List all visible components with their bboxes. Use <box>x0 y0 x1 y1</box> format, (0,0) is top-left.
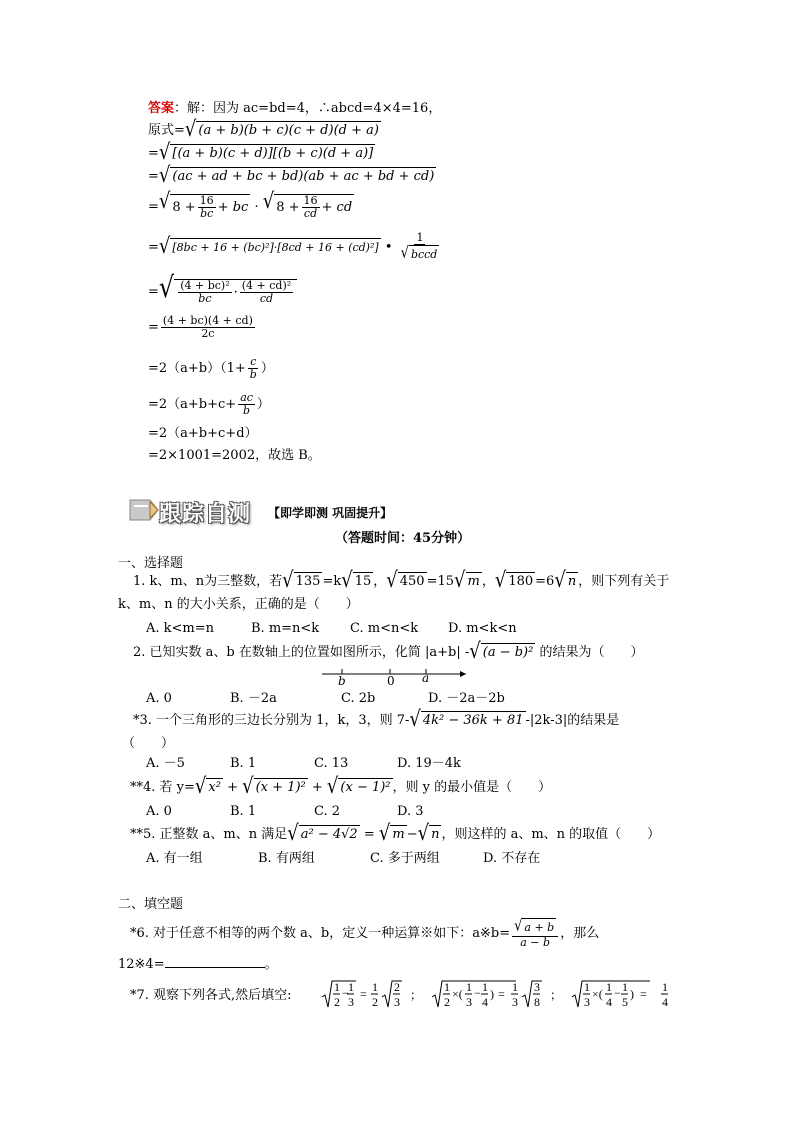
svg-text:×(: ×( <box>592 987 603 1001</box>
q4-option-c: C. 2 <box>314 804 341 819</box>
q1-text: ， <box>373 574 387 589</box>
term: 8 + <box>276 199 300 215</box>
radicand: (ac + ad + bc + bd)(ab + ac + bd + cd) <box>172 169 435 184</box>
minus-sign: − <box>406 827 418 842</box>
multiply-dot: • <box>384 240 393 255</box>
svg-text:3: 3 <box>512 995 518 1009</box>
numerator: (4 + bc)² <box>180 279 230 292</box>
radicand: n <box>431 827 440 842</box>
q5-text: ，则这样的 a、m、n 的取值（ ） <box>441 827 661 842</box>
radicand: a + b <box>522 918 556 936</box>
radicand: 180 <box>508 574 534 589</box>
numerator: 16 <box>303 194 318 207</box>
answer-line-10: =2（a+b+c+d） <box>148 426 258 441</box>
radicand: 450 <box>399 574 425 589</box>
number-line-label-zero: 0 <box>387 674 395 688</box>
radicand: (x + 1)² <box>255 780 306 795</box>
svg-text:8: 8 <box>534 995 540 1009</box>
question-1-line2: k、m、n 的大小关系，正确的是（ ） <box>118 597 359 612</box>
answer-line-3: = √ (ac + ad + bc + bd)(ab + ac + bd + cd) <box>148 162 435 188</box>
number-line-label-b: b <box>338 674 346 688</box>
svg-text:−: − <box>342 986 349 1000</box>
denominator: cd <box>259 292 274 305</box>
denominator: 2c <box>201 327 215 340</box>
q7-pattern-formulas <box>320 977 680 1013</box>
term: =2（a+b）（1+ <box>148 361 246 376</box>
q5-option-d: D. 不存在 <box>483 851 541 866</box>
answer-line-6: = √ $\frac{\text{(4 + bc)²}}{bc}$ · $\frac{\text{(4 + cd)²}}{cd}$ <box>148 279 297 305</box>
svg-text:=: = <box>360 987 367 1001</box>
q3-option-b: B. 1 <box>230 756 257 771</box>
question-3: *3. 一个三角形的三边长分别为 1，k，3，则 7- √ 4k² − 36k + 81 -|2k-3|的结果是 <box>133 706 620 732</box>
numerator: (4 + bc)(4 + cd) <box>162 314 253 327</box>
time-note: （答题时间：45分钟） <box>335 531 471 546</box>
radicand: (a − b)² <box>482 645 534 660</box>
q2-text: 的结果为（ ） <box>539 645 644 660</box>
term: + bc <box>217 199 249 215</box>
denominator: b <box>243 404 251 417</box>
q2-option-c: C. 2b <box>341 691 376 706</box>
question-4: **4. 若 y= √ x² + √ (x + 1)² + √ (x − 1)² ，则 y 的最小值是（ ） <box>130 773 552 799</box>
numerator: (4 + cd)² <box>241 279 292 292</box>
q2-option-d: D. －2a－2b <box>428 691 505 706</box>
svg-text:4: 4 <box>482 995 488 1009</box>
original-expression-label: 原式= <box>148 123 185 138</box>
denominator: cd <box>303 207 318 220</box>
svg-text:): ) <box>490 987 494 1001</box>
radicand: bccd <box>409 245 439 263</box>
denominator: b <box>249 368 257 381</box>
numerator: 1 <box>416 231 424 244</box>
q6-period: 。 <box>264 957 278 972</box>
q1-option-d: D. m<k<n <box>448 621 517 636</box>
q1-option-a: A. k<m=n <box>146 621 215 636</box>
svg-text:3: 3 <box>466 995 472 1009</box>
svg-text:2: 2 <box>394 980 400 994</box>
numerator: 16 <box>199 194 214 207</box>
answer-intro: ：解：因为 ac=bd=4，∴abcd=4×4=16， <box>174 101 442 116</box>
q4-option-b: B. 1 <box>230 804 257 819</box>
term: 8 + <box>172 199 196 215</box>
equals-sign: = <box>363 827 375 842</box>
radicand: x² <box>208 780 221 795</box>
svg-text:；: ； <box>410 988 423 1002</box>
q5-text: **5. 正整数 a、m、n 满足 <box>130 827 288 842</box>
q6-expression: 12※4= <box>118 957 165 972</box>
q6-text: *6. 对于任意不相等的两个数 a、b，定义一种运算※如下：a※b= <box>130 926 511 941</box>
question-6-line2 <box>118 955 278 974</box>
svg-text:5: 5 <box>622 995 628 1009</box>
question-1: 1. k、m、n为三整数，若 √ 135 =k √ 15 ， √ 450 =15 √ m ， √ 180 =6 √ n ，则下列有关于 <box>133 567 670 593</box>
svg-text:=: = <box>640 987 647 1001</box>
section-heading-choice: 一、选择题 <box>118 556 184 571</box>
section-heading-fill: 二、填空题 <box>118 897 184 912</box>
svg-text:2: 2 <box>444 995 450 1009</box>
q1-text: =15 <box>426 574 455 589</box>
q1-text: =6 <box>535 574 555 589</box>
svg-text:2: 2 <box>334 995 340 1009</box>
q1-text: ，则下列有关于 <box>578 574 670 589</box>
denominator: bc <box>198 292 212 305</box>
svg-text:3: 3 <box>584 995 590 1009</box>
q5-option-c: C. 多于两组 <box>370 851 440 866</box>
answer-line-5: = √ [8bc + 16 + (bc)²]·[8cd + 16 + (cd)²] • 1 √ bccd <box>148 231 438 263</box>
svg-text:；: ； <box>550 988 563 1002</box>
q6-text: ，那么 <box>560 926 600 941</box>
question-6: *6. 对于任意不相等的两个数 a、b，定义一种运算※如下：a※b= √ a + b a − b ，那么 <box>130 917 600 949</box>
svg-text:1: 1 <box>512 980 518 994</box>
question-2: 2. 已知实数 a、b 在数轴上的位置如图所示，化简 |a+b| - √ (a − b)² 的结果为（ ） <box>133 638 644 664</box>
radicand: n <box>567 574 577 589</box>
answer-line-11: =2×1001=2002，故选 B。 <box>148 448 321 463</box>
answer-blank[interactable] <box>165 955 265 968</box>
denominator: a − b <box>520 936 551 949</box>
plus-sign: + <box>227 780 238 795</box>
svg-text:=: = <box>498 987 505 1001</box>
q7-text: *7. 观察下列各式,然后填空: <box>130 988 292 1003</box>
q5-option-b: B. 有两组 <box>258 851 315 866</box>
answer-label: 答案 <box>148 101 175 116</box>
question-5: **5. 正整数 a、m、n 满足 √ a² − 4√2 = √ m − √ n ，则这样的 a、m、n 的取值（ ） <box>130 820 661 846</box>
plus-sign: + <box>311 780 323 795</box>
term: ） <box>256 397 270 412</box>
q1-option-b: B. m=n<k <box>251 621 320 636</box>
q2-option-a: A. 0 <box>146 691 172 706</box>
term: =2（a+b+c+ <box>148 397 237 412</box>
svg-text:1: 1 <box>584 980 590 994</box>
denominator: bc <box>200 207 214 220</box>
radicand: [(a + b)(c + d)][(b + c)(d + a)] <box>172 146 374 161</box>
svg-text:1: 1 <box>482 980 488 994</box>
q3-text: *3. 一个三角形的三边长分别为 1，k，3，则 7- <box>133 713 410 728</box>
svg-text:4: 4 <box>606 995 612 1009</box>
svg-text:−: − <box>474 986 481 1000</box>
question-7 <box>130 987 292 1005</box>
q2-text: 2. 已知实数 a、b 在数轴上的位置如图所示，化简 |a+b| - <box>133 645 470 660</box>
banner-title: 跟踪自测 <box>159 502 252 527</box>
q3-option-a: A. －5 <box>146 756 185 771</box>
q1-option-c: C. m<n<k <box>350 621 419 636</box>
banner-subtitle: 【即学即测 巩固提升】 <box>268 506 393 520</box>
svg-text:1: 1 <box>444 980 450 994</box>
radicand: m <box>467 574 480 589</box>
svg-text:1: 1 <box>334 980 340 994</box>
numerator: c <box>250 355 257 368</box>
radicand: 15 <box>354 574 372 589</box>
radicand: a² − 4√2 <box>300 827 358 842</box>
answer-line-9 <box>148 392 270 417</box>
svg-text:3: 3 <box>394 995 400 1009</box>
svg-text:1: 1 <box>662 980 668 994</box>
term: + cd <box>321 199 353 215</box>
q3-text: -|2k-3|的结果是 <box>525 713 620 728</box>
term: ） <box>260 361 274 376</box>
radicand: (x − 1)² <box>340 780 391 795</box>
radicand: m <box>392 827 405 842</box>
q4-option-d: D. 3 <box>397 804 424 819</box>
radicand: 4k² − 36k + 81 <box>422 713 524 728</box>
question-3-line2: （ ） <box>122 736 175 751</box>
radicand: [8bc + 16 + (bc)²]·[8cd + 16 + (cd)²] <box>170 238 380 257</box>
radicand: (a + b)(b + c)(c + d)(d + a) <box>198 123 379 138</box>
number-line-label-a: a <box>422 671 430 685</box>
q1-text: 1. k、m、n为三整数，若 <box>133 574 283 589</box>
numerator: ac <box>240 391 253 404</box>
q3-option-c: C. 13 <box>314 756 349 771</box>
svg-text:): ) <box>630 987 634 1001</box>
svg-text:3: 3 <box>534 980 540 994</box>
q5-option-a: A. 有一组 <box>146 851 203 866</box>
svg-text:4: 4 <box>662 995 668 1009</box>
svg-text:1: 1 <box>348 980 354 994</box>
answer-line-4: = √ 8 + $\frac{16}{bc}$ + bc · √ 8 + $\frac{16}{cd}$ + cd <box>148 189 353 220</box>
q2-option-b: B. －2a <box>230 691 277 706</box>
svg-text:1: 1 <box>466 980 472 994</box>
q4-option-a: A. 0 <box>146 804 172 819</box>
svg-text:−: − <box>614 986 621 1000</box>
svg-text:2: 2 <box>372 995 378 1009</box>
answer-line-8 <box>148 356 274 381</box>
q1-text: =k <box>322 574 342 589</box>
q3-option-d: D. 19－4k <box>397 756 461 771</box>
sqrt-symbol: √ (a + b)(b + c)(c + d)(d + a) <box>184 116 379 142</box>
q4-text: **4. 若 y= <box>130 780 195 795</box>
q1-text: ， <box>481 574 495 589</box>
answer-line-7: = $\frac{(4 + bc)(4 + cd)}{2c}$ <box>148 314 253 340</box>
svg-text:1: 1 <box>622 980 628 994</box>
svg-text:1: 1 <box>606 980 612 994</box>
answer-line-2: = √ [(a + b)(c + d)][(b + c)(d + a)] <box>148 139 374 165</box>
svg-text:1: 1 <box>372 980 378 994</box>
radicand: 135 <box>295 574 321 589</box>
svg-text:×(: ×( <box>452 987 463 1001</box>
svg-text:3: 3 <box>348 995 354 1009</box>
answer-line-intro <box>148 100 441 118</box>
q4-text: ，则 y 的最小值是（ ） <box>392 780 552 795</box>
answer-line-1 <box>148 116 381 142</box>
